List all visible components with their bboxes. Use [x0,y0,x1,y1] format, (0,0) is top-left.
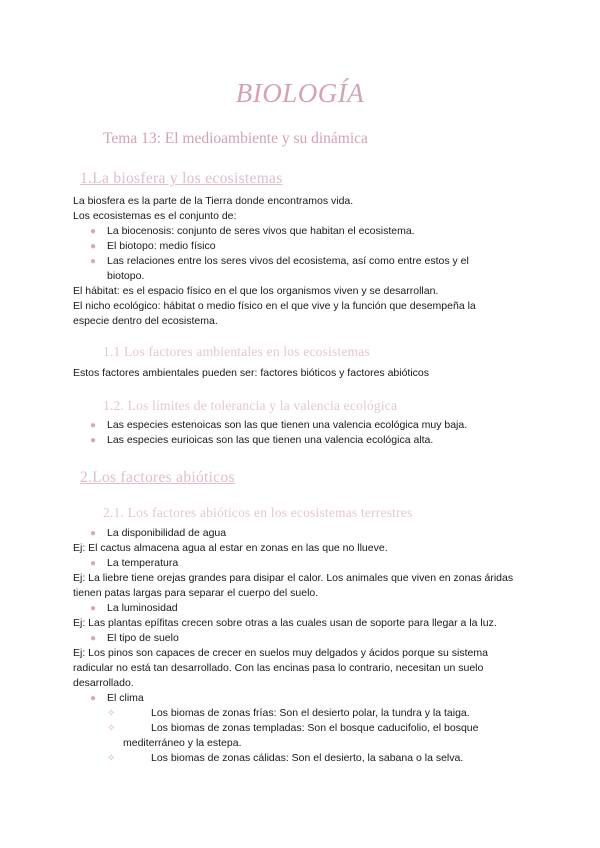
example-text: Ej: Los pinos son capaces de crecer en suelos muy delgados y ácidos porque su sistema radicular no está tan desarrollado. Con las encinas pasa lo contrario, necesitan un suelo desarrollado. [73,647,488,689]
sub-list-item: ✧ Los biomas de zonas frías: Son el desierto polar, la tundra y la taiga. [107,707,470,719]
list-item: ● La luminosidad [90,602,178,614]
paragraph: Estos factores ambientales pueden ser: factores bióticos y factores abióticos [73,367,430,379]
section-heading-2: 2.Los factores abióticos [80,469,235,486]
subsection-heading-1-1: 1.1 Los factores ambientales en los ecosistemas [103,344,370,359]
bullet-list [73,631,533,646]
bullet-dot-icon: ● [90,241,97,252]
list-item: ● El clima [90,692,144,704]
bullet-list [73,418,533,448]
document-title: BIOLOGÍA [235,78,365,108]
bullet-dot-icon: ● [90,558,97,569]
diamond-outline-icon: ✧ [107,753,116,764]
abiotic-factors-list [0,526,600,766]
list-item: ● Las relaciones entre los seres vivos del ecosistema, así como entre estos y el biotopo. [90,255,469,282]
list-item: ● Las especies eurioicas son las que tienen una valencia ecológica alta. [90,434,434,446]
list-item: ● La disponibilidad de agua [90,527,227,539]
subsection-heading-1-2: 1.2. Los límites de tolerancia y la valencia ecológica [103,398,398,413]
diamond-outline-icon: ✧ [107,708,116,719]
bullet-dot-icon: ● [90,603,97,614]
bullet-dot-icon: ● [90,435,97,446]
example-text: Ej: La liebre tiene orejas grandes para disipar el calor. Los animales que viven en zonas áridas tienen patas largas para separar el cuerpo del suelo. [73,572,514,599]
paragraph: El nicho ecológico: hábitat o medio físico en el que vive y la función que desempeña la especie dentro del ecosistema. [73,300,476,327]
bullet-dot-icon: ● [90,693,97,704]
example-text: Ej: Las plantas epífitas crecen sobre otras a las cuales usan de soporte para llegar a la luz. [73,617,497,629]
bullet-dot-icon: ● [90,528,97,539]
bullet-dot-icon: ● [90,256,97,267]
list-item: ● La temperatura [90,557,179,569]
list-item: ● El biotopo: medio físico [90,240,216,252]
example-text: Ej: El cactus almacena agua al estar en zonas en las que no llueve. [73,542,388,554]
topic-heading: Tema 13: El medioambiente y su dinámica [103,130,368,147]
sub-list-item-continuation: mediterráneo y la estepa. [123,737,242,749]
section-heading-1: 1.La biosfera y los ecosistemas [80,170,283,187]
bullet-list [73,556,533,571]
list-item: ● La biocenosis: conjunto de seres vivos que habitan el ecosistema. [90,225,415,237]
paragraph: Los ecosistemas es el conjunto de: [73,210,237,222]
bullet-list [73,691,533,706]
sub-list-item: ✧ Los biomas de zonas templadas: Son el bosque caducifolio, el bosque [107,722,479,734]
list-item: ● El tipo de suelo [90,632,179,644]
diamond-outline-icon: ✧ [107,723,116,734]
bullet-list [73,526,533,541]
bullet-list [73,224,533,284]
climate-sublist [73,706,533,766]
paragraph: El hábitat: es el espacio físico en el que los organismos viven y se desarrollan. [73,285,439,297]
sub-list-item: ✧ Los biomas de zonas cálidas: Son el desierto, la sabana o la selva. [107,752,464,764]
bullet-dot-icon: ● [90,633,97,644]
bullet-dot-icon: ● [90,420,97,431]
list-item: ● Las especies estenoicas son las que tienen una valencia ecológica muy baja. [90,419,468,431]
bullet-list [73,601,533,616]
subsection-heading-2-1: 2.1. Los factores abióticos en los ecosistemas terrestres [103,505,413,520]
bullet-dot-icon: ● [90,226,97,237]
paragraph: La biosfera es la parte de la Tierra donde encontramos vida. [73,195,354,207]
